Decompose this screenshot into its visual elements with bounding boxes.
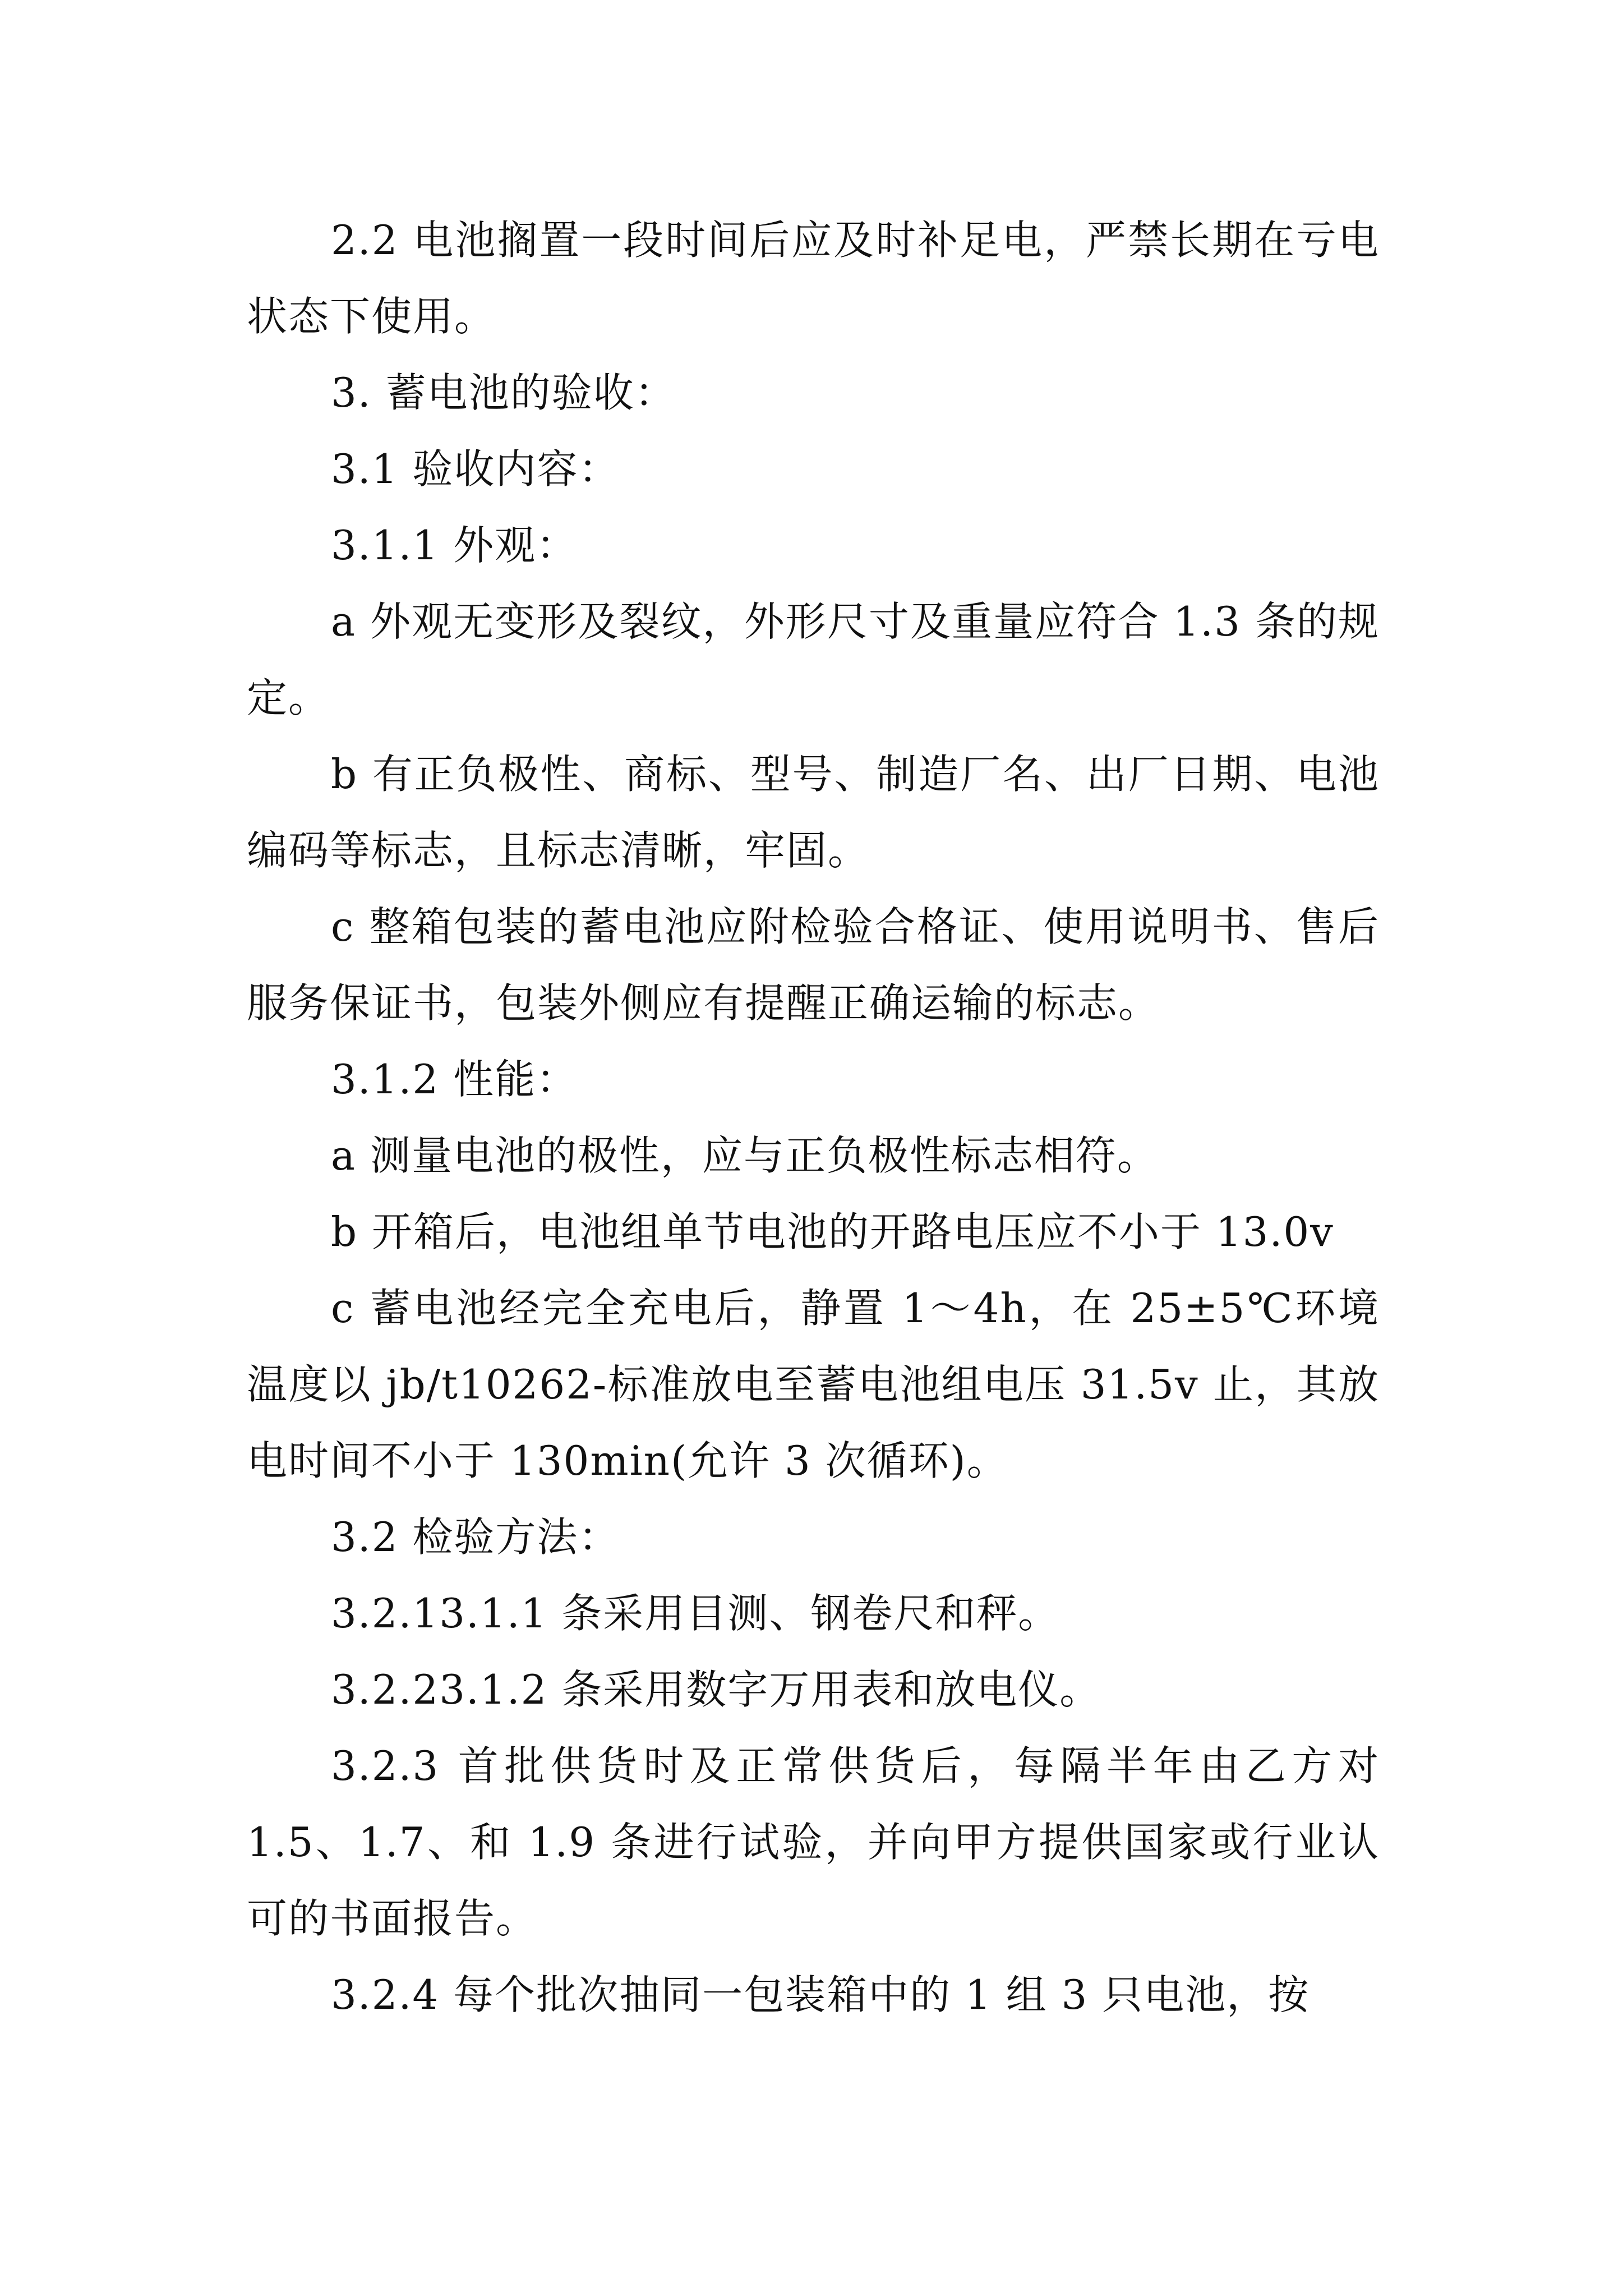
paragraph-3-2-4: 3.2.4 每个批次抽同一包装箱中的 1 组 3 只电池，按 [331,1971,1310,2018]
paragraph-appearance-a: a 外观无变形及裂纹，外形尺寸及重量应符合 1.3 条的规定。 [247,598,1380,721]
paragraph-performance-c: c 蓄电池经完全充电后，静置 1～4h，在 25±5℃环境温度以 jb/t10262-标准放电至蓄电池组电压 31.5v 止，其放电时间不小于 130min(允许 3 次循环)。 [247,1285,1380,1484]
paragraph-appearance-b: b 有正负极性、商标、型号、制造厂名、出厂日期、电池编码等标志，且标志清晰，牢固。 [247,751,1380,874]
heading-3-1-2-performance: 3.1.2 性能： [331,1056,578,1103]
heading-3-1-content: 3.1 验收内容： [331,445,620,493]
paragraph-performance-a: a 测量电池的极性，应与正负极性标志相符。 [331,1132,1159,1179]
paragraph-3-2-1: 3.2.13.1.1 条采用目测、钢卷尺和秤。 [331,1590,1060,1637]
heading-3-1-1-appearance: 3.1.1 外观： [331,522,578,569]
paragraph-3-2-3: 3.2.3 首批供货时及正常供货后，每隔半年由乙方对 1.5、1.7、和 1.9 条进行试验，并向甲方提供国家或行业认可的书面报告。 [247,1742,1380,1942]
paragraph-2-2: 2.2 电池搁置一段时间后应及时补足电，严禁长期在亏电状态下使用。 [247,217,1380,340]
heading-3-2-methods: 3.2 检验方法： [331,1513,620,1561]
paragraph-performance-b: b 开箱后，电池组单节电池的开路电压应不小于 13.0v [331,1208,1334,1255]
paragraph-3-2-2: 3.2.23.1.2 条采用数字万用表和放电仪。 [331,1666,1101,1713]
document-body [247,202,1380,2033]
heading-3-acceptance: 3. 蓄电池的验收： [331,369,676,416]
paragraph-appearance-c: c 整箱包装的蓄电池应附检验合格证、使用说明书、售后服务保证书，包装外侧应有提醒正确运输的标志。 [247,903,1380,1027]
